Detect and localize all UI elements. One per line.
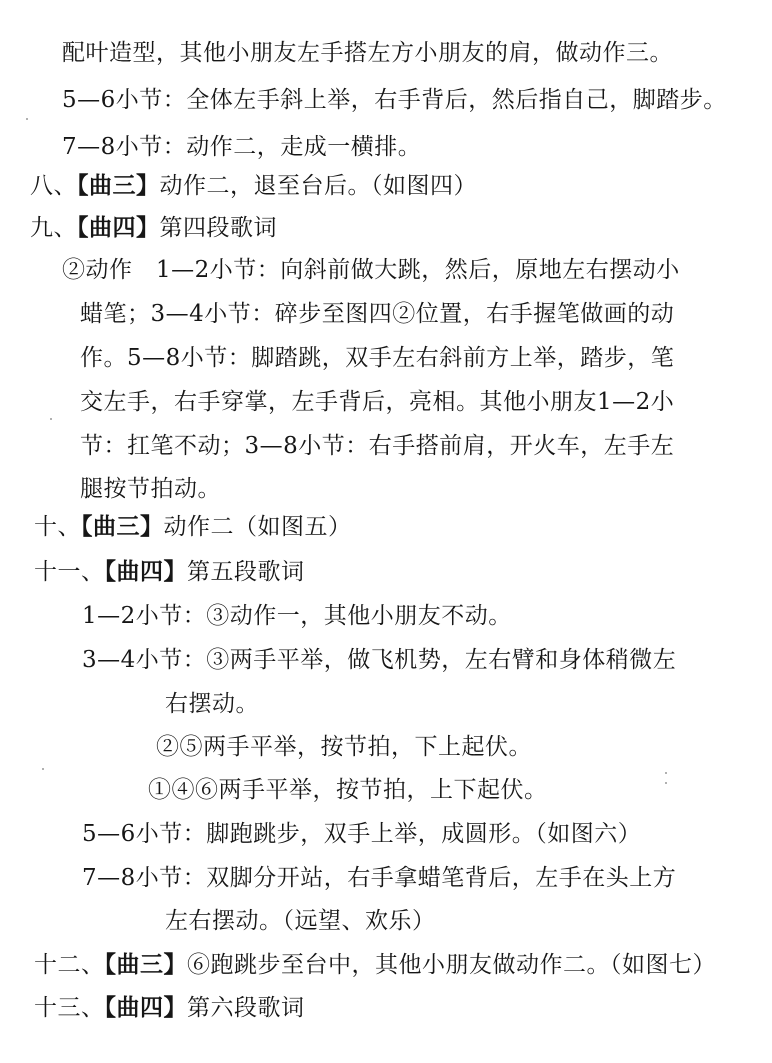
section-heading-9 [30, 213, 277, 243]
section-text: ⑥跑跳步至台中，其他小朋友做动作二。（如图七） [187, 952, 716, 978]
section-heading-8 [30, 171, 477, 201]
text-line-bars-7-8: 7—8小节：动作二，走成一横排。 [62, 134, 422, 160]
section-number: 十一、 [34, 559, 105, 585]
section-number: 十、 [34, 514, 81, 540]
section-11-body-line: 7—8小节：双脚分开站，右手拿蜡笔背后，左手在头上方 [82, 865, 677, 891]
section-number: 八、 [30, 173, 77, 199]
tune-label: 【曲三】 [104, 952, 187, 978]
tune-label: 【曲四】 [104, 559, 187, 585]
text-line-continuation: 配叶造型，其他小朋友左手搭左方小朋友的肩，做动作三。 [62, 40, 673, 66]
section-number: 十三、 [34, 995, 105, 1021]
scan-speck [26, 118, 28, 120]
section-11-body-line: 右摆动。 [165, 691, 259, 717]
tune-label: 【曲四】 [77, 215, 160, 241]
section-number: 九、 [30, 215, 77, 241]
section-heading-12 [34, 950, 716, 980]
section-9-body-line: ②动作 1—2小节：向斜前做大跳，然后，原地左右摆动小 [62, 257, 680, 283]
section-9-body-line: 节：扛笔不动；3—8小节：右手搭前肩，开火车，左手左 [80, 433, 675, 459]
scan-speck [665, 772, 667, 774]
section-text: 动作二（如图五） [163, 514, 352, 540]
section-heading-13 [34, 993, 305, 1023]
section-11-body-line: 左右摆动。（远望、欢乐） [165, 908, 436, 934]
section-11-body-line: 3—4小节：③两手平举，做飞机势，左右臂和身体稍微左 [82, 647, 677, 673]
section-9-body-line: 交左手，右手穿掌，左手背后，亮相。其他小朋友1—2小 [80, 389, 675, 415]
scan-speck [42, 768, 44, 770]
section-9-body-line: 蜡笔；3—4小节：碎步至图四②位置，右手握笔做画的动 [80, 301, 675, 327]
text-line-bars-5-6: 5—6小节：全体左手斜上举，右手背后，然后指自己，脚踏步。 [62, 87, 727, 113]
scan-speck [665, 782, 667, 784]
tune-label: 【曲三】 [77, 173, 160, 199]
section-heading-10 [34, 512, 352, 542]
section-9-body-line: 作。5—8小节：脚踏跳，双手左右斜前方上举，踏步，笔 [80, 345, 675, 371]
section-text: 第五段歌词 [187, 559, 305, 585]
section-text: 动作二，退至台后。（如图四） [159, 173, 477, 199]
section-11-body-line: 5—6小节：脚跑跳步，双手上举，成圆形。（如图六） [82, 821, 642, 847]
section-number: 十二、 [34, 952, 105, 978]
tune-label: 【曲三】 [81, 514, 164, 540]
section-9-body-line: 腿按节拍动。 [80, 476, 221, 502]
section-text: 第四段歌词 [159, 215, 277, 241]
scan-speck [50, 418, 52, 420]
section-11-body-line: 1—2小节：③动作一，其他小朋友不动。 [82, 603, 512, 629]
section-text: 第六段歌词 [187, 995, 305, 1021]
tune-label: 【曲四】 [104, 995, 187, 1021]
section-11-body-line: ②⑤两手平举，按节拍，下上起伏。 [156, 734, 532, 760]
section-heading-11 [34, 557, 305, 587]
section-11-body-line: ①④⑥两手平举，按节拍，上下起伏。 [148, 777, 548, 803]
